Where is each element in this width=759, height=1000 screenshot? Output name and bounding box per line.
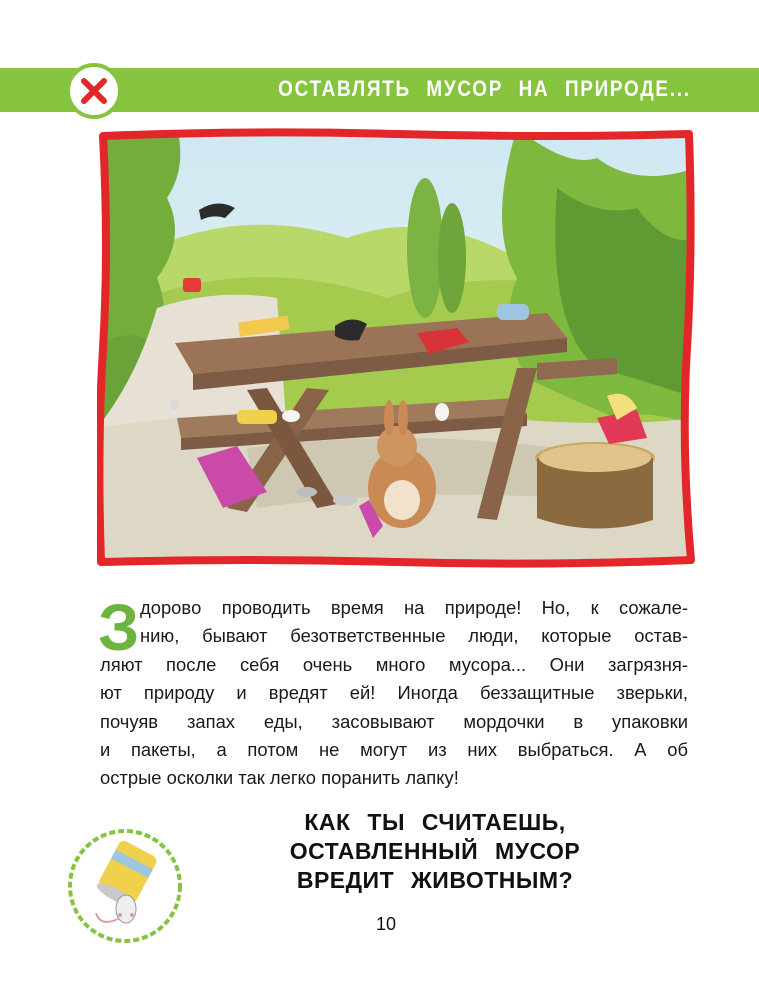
question-line: ОСТАВЛЕННЫЙ МУСОР (289, 838, 581, 864)
picnic-illustration (97, 128, 695, 568)
paragraph-line: и пакеты, а потом не могут из них выбраться. А об (100, 738, 688, 760)
question-line: КАК ТЫ СЧИТАЕШЬ, (304, 809, 566, 835)
paragraph-line: острые осколки так легко поранить лапку! (100, 767, 459, 789)
page-number: 10 (375, 914, 397, 934)
drop-cap: З (98, 590, 140, 664)
mouse-in-can-illustration (66, 827, 184, 945)
paragraph-line: ляют после себя очень много мусора... Они загрязня- (100, 653, 688, 675)
paragraph-line: нию, бывают безответственные люди, которые остав- (140, 625, 688, 647)
cross-icon (66, 63, 122, 119)
paragraph-line: ют природу и вредят ей! Иногда беззащитные зверьки, (100, 682, 688, 704)
question-block (200, 808, 670, 895)
page-title: ОСТАВЛЯТЬ МУСОР НА ПРИРОДЕ... (278, 76, 691, 101)
paragraph-line: доровo проводить время на природе! Но, к сожале- (140, 597, 688, 618)
body-paragraph (98, 590, 688, 793)
paragraph-line: почуяв запах еды, засовывают мордочки в упаковки (100, 710, 688, 732)
question-line: ВРЕДИТ ЖИВОТНЫМ? (296, 867, 574, 893)
